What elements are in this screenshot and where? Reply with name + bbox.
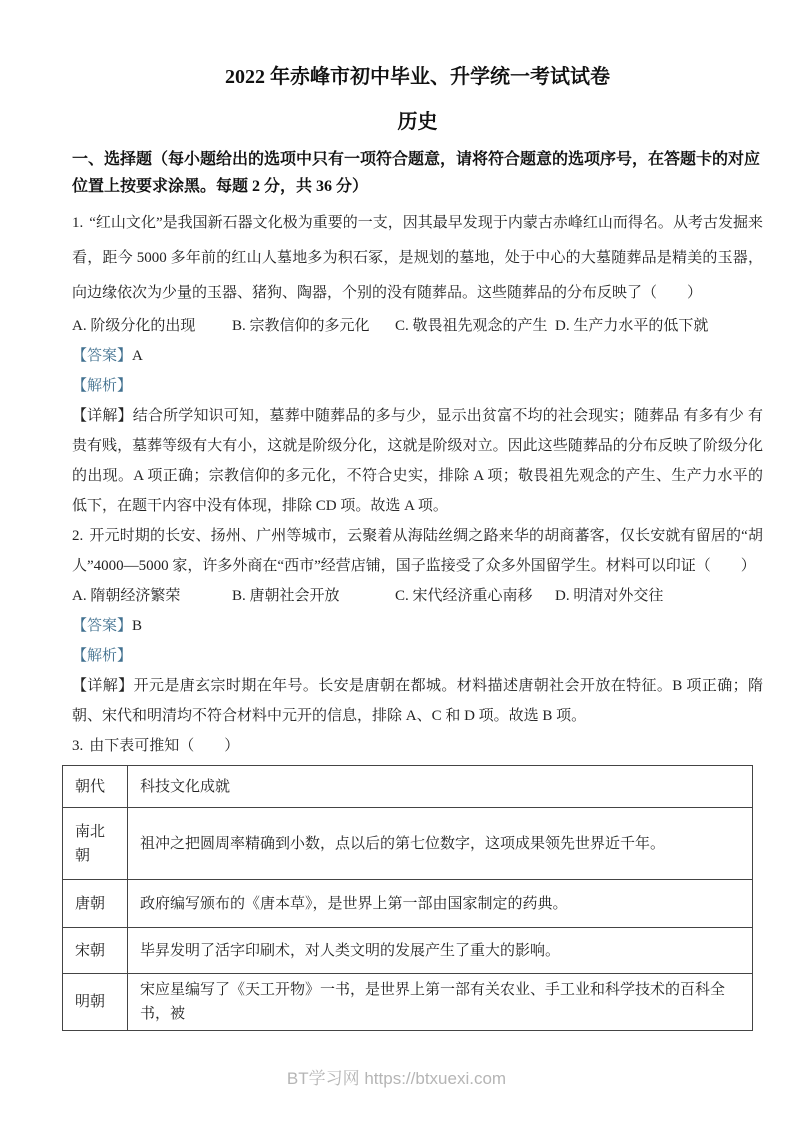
- subject-title: 历史: [397, 111, 438, 133]
- table-cell-achievement: 祖冲之把圆周率精确到小数，点以后的第七位数字，这项成果领先世界近千年。: [128, 808, 753, 880]
- question-2-detail-text: 开元是唐玄宗时期在年号。长安是唐朝在都城。材料描述唐朝社会开放在特征。B 项正确；隋朝、宋代和明清均不符合材料中元开的信息，排除 A、C 和 D 项。故选 B 项。: [72, 678, 763, 724]
- table-row: [63, 928, 753, 974]
- question-1-answer-row: [72, 341, 763, 371]
- table-cell-dynasty: 宋朝: [63, 928, 128, 974]
- table-cell-achievement: 政府编写颁布的《唐本草》，是世界上第一部由国家制定的药典。: [128, 880, 753, 928]
- question-3-stem: [72, 731, 763, 761]
- table-row: [63, 974, 753, 1031]
- question-1-detail: [72, 401, 763, 521]
- question-2-option-d: D. 明清对外交往: [555, 588, 664, 604]
- table-header-dynasty: 朝代: [63, 766, 128, 808]
- question-2-answer-row: [72, 611, 763, 641]
- question-1-answer-value: A: [132, 348, 143, 364]
- detail-label: 【详解】: [72, 408, 133, 424]
- question-2-option-a: A. 隋朝经济繁荣: [72, 588, 181, 604]
- table-cell-achievement: 宋应星编写了《天工开物》一书，是世界上第一部有关农业、手工业和科学技术的百科全书，被: [128, 974, 753, 1031]
- question-1-option-a: A. 阶级分化的出现: [72, 318, 196, 334]
- analysis-label: 【解析】: [72, 648, 133, 664]
- question-1-detail-text: 结合所学知识可知，墓葬中随葬品的多与少，显示出贫富不均的社会现实；随葬品 有多有少 有贵有贱，墓葬等级有大有小，这就是阶级分化，这就是阶级对立。因此这些随葬品的分布反映了阶级分化的出现。A 项正确；宗教信仰的多元化，不符合史实，排除 A 项；敬畏祖先观念的产生、生产力水平的低下，在题干内容中没有体现，排除 CD 项。故选 A 项。: [72, 408, 763, 514]
- table-header-row: [63, 766, 753, 808]
- question-2-answer-value: B: [132, 618, 143, 634]
- question-1-number: 1.: [72, 215, 84, 231]
- table-cell-achievement: 毕昇发明了活字印刷术，对人类文明的发展产生了重大的影响。: [128, 928, 753, 974]
- question-2-option-c: C. 宋代经济重心南移: [395, 588, 533, 604]
- table-header-achievement: 科技文化成就: [128, 766, 753, 808]
- question-1-option-c: C. 敬畏祖先观念的产生: [395, 318, 548, 334]
- question-2-detail: [72, 671, 763, 731]
- question-2-stem: [72, 521, 763, 581]
- answer-label: 【答案】: [72, 618, 133, 634]
- footer-watermark: BT学习网 https://btxuexi.com: [286, 1069, 507, 1088]
- section-heading: 一、选择题（每小题给出的选项中只有一项符合题意，请将符合题意的选项序号，在答题卡的对应位置上按要求涂黑。每题 2 分，共 36 分）: [72, 151, 761, 195]
- question-1-stem: [72, 206, 763, 311]
- answer-label: 【答案】: [72, 348, 133, 364]
- table-cell-dynasty: 明朝: [63, 974, 128, 1031]
- question-1-text: “红山文化”是我国新石器文化极为重要的一支，因其最早发现于内蒙古赤峰红山而得名。从考古发掘来看，距今 5000 多年前的红山人墓地多为积石冢，是规划的墓地，处于中心的大墓随葬品是精美的玉器，向边缘依次为少量的玉器、猪狗、陶器，个别的没有随葬品。这些随葬品的分布反映了（ ）: [72, 215, 763, 301]
- page-title: 2022 年赤峰市初中毕业、升学统一考试试卷: [225, 66, 610, 88]
- analysis-label: 【解析】: [72, 378, 133, 394]
- question-2-options: [72, 581, 763, 611]
- question-1-option-b: B. 宗教信仰的多元化: [232, 318, 370, 334]
- table-row: [63, 808, 753, 880]
- question-3-number: 3.: [72, 738, 84, 754]
- question-3-text: 由下表可推知（ ）: [89, 738, 240, 754]
- question-1-option-d: D. 生产力水平的低下就: [555, 318, 709, 334]
- question-2-number: 2.: [72, 528, 84, 544]
- table-row: [63, 880, 753, 928]
- detail-label: 【详解】: [72, 678, 134, 694]
- table-cell-dynasty: 唐朝: [63, 880, 128, 928]
- question-1-options: [72, 311, 763, 341]
- dynasty-achievements-table: [62, 765, 753, 1031]
- question-2-option-b: B. 唐朝社会开放: [232, 588, 340, 604]
- table-cell-dynasty: 南北朝: [63, 808, 128, 880]
- question-1-analysis-row: [72, 371, 763, 401]
- question-2-text: 开元时期的长安、扬州、广州等城市，云聚着从海陆丝绸之路来华的胡商蕃客，仅长安就有留居的“胡人”4000—5000 家，许多外商在“西市”经营店铺，国子监接受了众多外国留学生。材料可以印证（ ）: [72, 528, 763, 574]
- question-2-analysis-row: [72, 641, 763, 671]
